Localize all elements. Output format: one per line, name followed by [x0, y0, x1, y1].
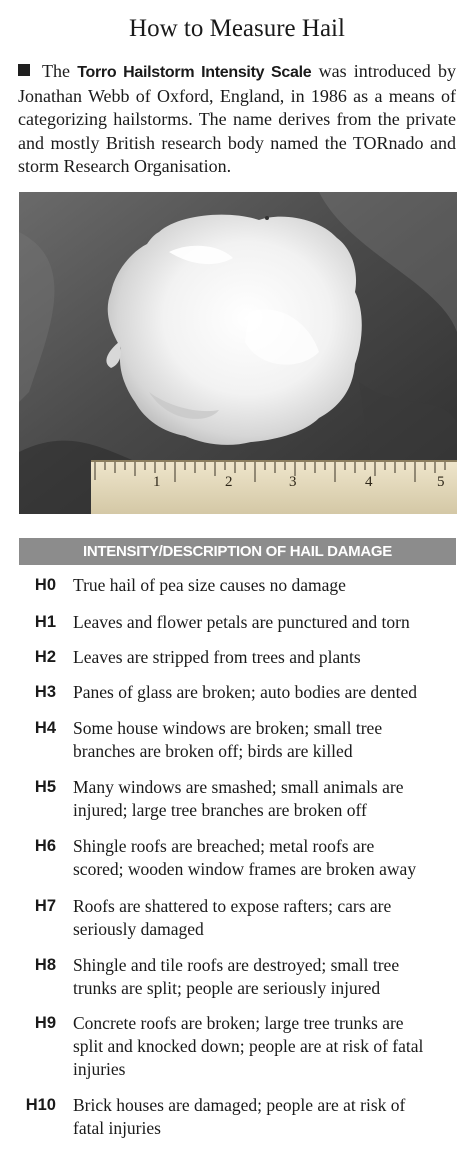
- bullet-square-icon: [18, 64, 30, 76]
- ruler-number-5: 5: [437, 474, 445, 490]
- intensity-code: H0: [34, 576, 56, 594]
- intensity-description: Leaves are stripped from trees and plants: [73, 647, 361, 667]
- intensity-code: H2: [34, 648, 56, 666]
- intensity-description: Roofs are shattered to expose rafters; cars are seriously damaged: [73, 896, 392, 939]
- hailstone-graphic: [106, 215, 361, 445]
- intro-prefix: The: [42, 61, 78, 81]
- ruler-number-2: 2: [225, 474, 233, 490]
- page-title: How to Measure Hail: [129, 15, 345, 42]
- intro-paragraph: [18, 60, 456, 179]
- intensity-code: H6: [34, 837, 56, 855]
- intensity-description: Shingle and tile roofs are destroyed; small tree trunks are split; people are seriously injured: [73, 955, 400, 998]
- intensity-code: H7: [34, 897, 56, 915]
- intensity-description: Brick houses are damaged; people are at risk of fatal injuries: [73, 1095, 406, 1138]
- intro-suffix: was introduced by Jonathan Webb of Oxford, England, in 1986 as a means of categorizing hailstorms. The name derives from the private and mostly British research body named the TORnado and storm Research Organisation.: [18, 61, 456, 176]
- intensity-description: Some house windows are broken; small tree branches are broken off; birds are killed: [73, 718, 383, 761]
- intensity-code: H3: [34, 683, 56, 701]
- ruler-number-1: 1: [153, 474, 161, 490]
- intensity-code: H10: [25, 1096, 56, 1114]
- intensity-description: Many windows are smashed; small animals are injured; large tree branches are broken off: [73, 777, 404, 820]
- ruler-graphic: [91, 460, 457, 514]
- intensity-description: True hail of pea size causes no damage: [73, 575, 346, 595]
- scale-name: Torro Hailstorm Intensity Scale: [77, 64, 312, 81]
- intensity-description: Shingle roofs are breached; metal roofs are scored; wooden window frames are broken away: [73, 836, 417, 879]
- ruler-number-4: 4: [365, 474, 373, 490]
- intensity-code: H8: [34, 956, 56, 974]
- table-header: INTENSITY/DESCRIPTION OF HAIL DAMAGE: [19, 538, 456, 565]
- intensity-code: H1: [34, 613, 56, 631]
- ruler-number-3: 3: [289, 474, 297, 490]
- intensity-description: Leaves and flower petals are punctured and torn: [73, 612, 410, 632]
- intensity-code: H9: [34, 1014, 56, 1032]
- intensity-description: Panes of glass are broken; auto bodies are dented: [73, 682, 418, 702]
- intensity-code: H4: [34, 719, 56, 737]
- hailstone-photo: [19, 192, 457, 514]
- intensity-code: H5: [34, 778, 56, 796]
- intensity-description: Concrete roofs are broken; large tree trunks are split and knocked down; people are at risk of fatal injuries: [73, 1013, 424, 1079]
